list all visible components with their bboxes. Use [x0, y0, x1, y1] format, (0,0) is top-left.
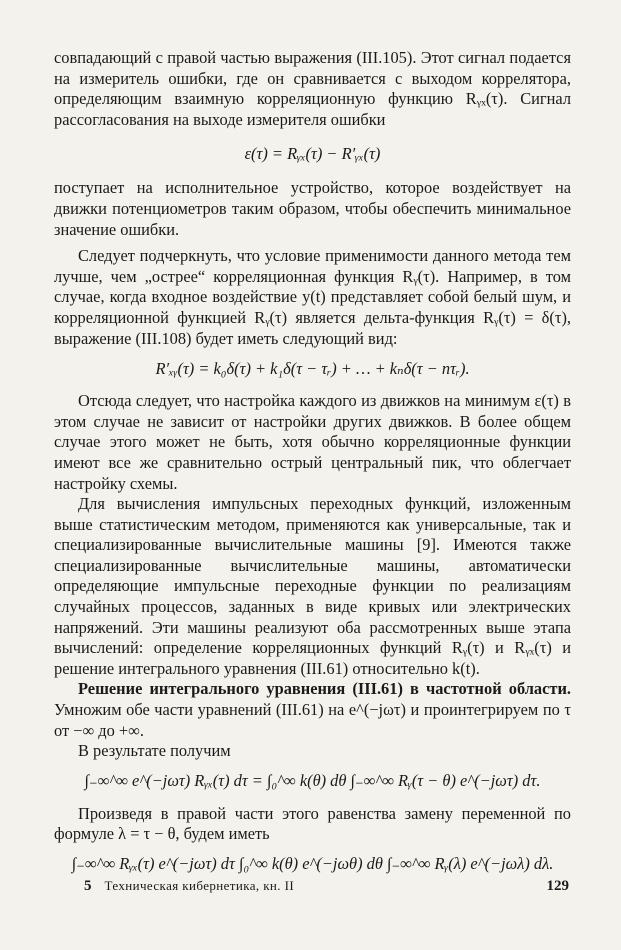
paragraph-4: Отсюда следует, что настройка каждого из движков на минимум ε(τ) в этом случае не зависит от настройки других движков. В более общем случае этого может не быть, хотя обычно корреляционные функции имеют все же сравнительно острый центральный пик, что облегчает настройку схемы. — [54, 391, 571, 493]
paragraph-6-text: Умножим обе части уравнений (III.61) на e^(−jωτ) и проинтегрируем по τ от −∞ до +∞. — [54, 700, 571, 740]
signature-number: 5 — [84, 878, 92, 894]
formula-integral-1: ∫₋∞^∞ e^(−jωτ) Rᵧₓ(τ) dτ = ∫₀^∞ k(θ) dθ ∫₋∞^∞ Rᵧ(τ − θ) e^(−jωτ) dτ. — [84, 770, 541, 790]
paragraph-1: совпадающий с правой частью выражения (III.105). Этот сигнал подается на измеритель ошибки, где он сравнивается с выходом коррелятора, определяющим взаимную корреляционную функцию Rᵧₓ(τ). Сигнал рассогласования на выходе измерителя ошибки — [54, 48, 571, 129]
paragraph-3: Следует подчеркнуть, что условие применимости данного метода тем лучше, чем „острее“ корреляционная функция Rᵧ(τ). Например, в том случае, когда входное воздействие y(t) представляет собой белый шум, и корреляционной функцией Rᵧ(τ) является дельта-функция Rᵧ(τ) = δ(τ), выражение (III.108) будет иметь следующий вид: — [54, 246, 571, 348]
formula-integral-2: ∫₋∞^∞ Rᵧₓ(τ) e^(−jωτ) dτ ∫₀^∞ k(θ) e^(−jωθ) dθ ∫₋∞^∞ Rᵧ(λ) e^(−jωλ) dλ. — [71, 854, 554, 874]
paragraph-6 — [54, 679, 571, 741]
paragraph-5: Для вычисления импульсных переходных функций, изложенным выше статистическим методом, применяются как универсальные, так и специализированные вычислительные машины [9]. Имеются также специализированные вычислительные машины, автоматически определяющие импульсные переходные функции по реализациям случайных процессов, заданных в виде кривых или электрических напряжений. Эти машины реализуют оба рассмотренных выше этапа вычислений: определение корреляционных функций Rᵧ(τ) и Rᵧₓ(τ) и решение интегрального уравнения (III.61) относительно k(t). — [54, 494, 571, 678]
signature-mark — [84, 878, 294, 895]
formula-correlation-sum: R′ₓᵧ(τ) = k₀δ(τ) + k₁δ(τ − τᵣ) + … + kₙδ(τ − nτᵣ). — [155, 359, 470, 379]
signature-text: Техническая кибернетика, кн. II — [104, 878, 295, 893]
paragraph-8: Произведя в правой части этого равенства замену переменной по формуле λ = τ − θ, будем иметь — [54, 803, 571, 844]
paragraph-2: поступает на исполнительное устройство, которое воздействует на движки потенциометров таким образом, чтобы обеспечить минимальное значение ошибки. — [54, 178, 571, 239]
paragraph-7: В результате получим — [78, 741, 231, 761]
page-number: 129 — [546, 878, 569, 894]
formula-error-signal: ε(τ) = Rᵧₓ(τ) − R′ᵧₓ(τ) — [244, 144, 381, 164]
page-footer — [84, 878, 569, 895]
section-heading: Решение интегрального уравнения (III.61) в частотной области. — [78, 679, 571, 699]
